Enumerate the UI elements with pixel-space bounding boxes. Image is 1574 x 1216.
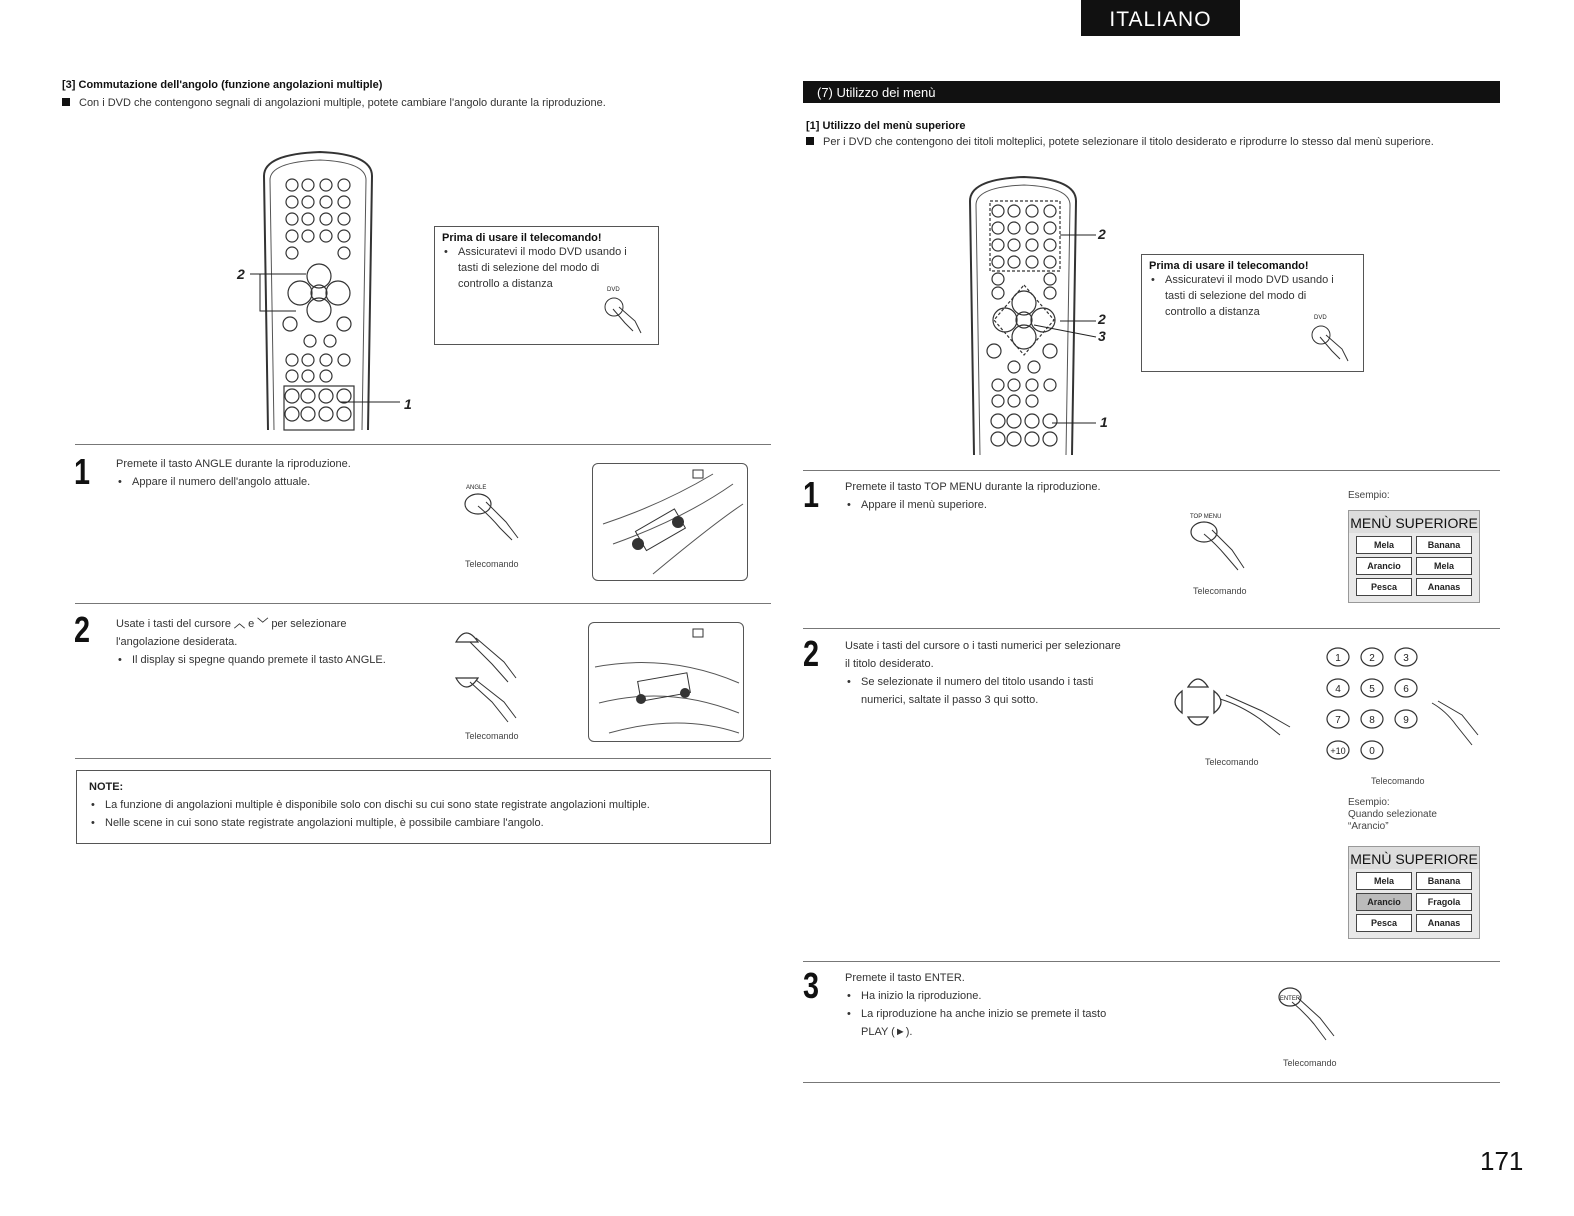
top-menu-button-hand-icon: [1188, 520, 1258, 580]
right-callout-3: 3: [1098, 328, 1106, 344]
info-box-title: Prima di usare il telecomando!: [442, 232, 602, 244]
info-box-line-2: tasti di selezione del modo di: [1165, 290, 1307, 302]
numeric-key: 6: [1403, 684, 1409, 695]
race-car-scene-illustration: [589, 623, 743, 741]
numeric-key: 8: [1369, 715, 1375, 726]
step-number: 2: [74, 609, 91, 650]
angle-button-label: ANGLE: [466, 485, 487, 491]
divider: [803, 628, 1500, 629]
step-number: 3: [803, 965, 820, 1006]
remote-control-illustration: [230, 148, 430, 433]
right-section-title: [1] Utilizzo del menù superiore: [806, 120, 966, 132]
menu-title: MENÙ SUPERIORE: [1349, 511, 1479, 533]
left-callout-2: 2: [237, 266, 245, 282]
info-box-line-1: • Assicuratevi il modo DVD usando i: [442, 244, 658, 260]
top-menu-example-1: [1348, 510, 1480, 603]
step2-instruction-line-1: [116, 615, 416, 633]
info-box-line-2: tasti di selezione del modo di: [458, 262, 600, 274]
right-intro-text: Per i DVD che contengono dei titoli molteplici, potete selezionare il titolo desiderato e riprodurre lo stesso dal menù superiore.: [823, 136, 1434, 148]
page-number: 171: [1480, 1146, 1524, 1176]
tv-screen-angle-2: [588, 622, 744, 742]
menu-grid: [1352, 533, 1476, 599]
step1-instruction: Premete il tasto ANGLE durante la riproduzione.: [116, 458, 351, 470]
example-line-1: Quando selezionate: [1348, 809, 1437, 820]
numeric-key: 9: [1403, 715, 1409, 726]
divider: [803, 961, 1500, 962]
menu-item: Banana: [1416, 536, 1472, 554]
cursor-down-icon: ﹀: [257, 618, 269, 630]
example-label: Esempio:: [1348, 797, 1390, 808]
top-menu-button-label: TOP MENU: [1190, 514, 1222, 520]
finger-press-icon: [599, 295, 649, 335]
info-box-line-1: • Assicuratevi il modo DVD usando i: [1149, 272, 1363, 288]
race-car-scene-illustration: [593, 464, 747, 580]
divider: [75, 758, 771, 759]
step-number: 2: [803, 633, 820, 674]
divider: [803, 470, 1500, 471]
info-box-title: Prima di usare il telecomando!: [1149, 260, 1309, 272]
menu-item: Ananas: [1416, 578, 1472, 596]
cursor-up-icon: ︿: [234, 618, 245, 630]
example-line-2: “Arancio”: [1348, 821, 1389, 832]
tv-screen-angle-1: [592, 463, 748, 581]
bullet-square-icon: [806, 137, 814, 145]
example-2-label: [1348, 797, 1437, 833]
step1-bullet: • Appare il menù superiore.: [845, 496, 1165, 514]
menu-item: Banana: [1416, 872, 1472, 890]
numeric-key: 4: [1335, 684, 1341, 695]
step2-instruction-line-2: l'angolazione desiderata.: [116, 636, 238, 648]
numeric-key: 2: [1369, 653, 1375, 664]
bullet-square-icon: [62, 98, 70, 106]
step2-text-a: Usate i tasti del cursore: [116, 618, 231, 630]
right-step2-text: [845, 637, 1145, 709]
right-step1-text: [845, 478, 1165, 514]
step2-bullet: • Il display si spegne quando premete il tasto ANGLE.: [116, 651, 416, 669]
step2-instruction-line-1: Usate i tasti del cursore o i tasti numerici per selezionare: [845, 640, 1121, 652]
info-box-line-3: controllo a distanza: [1165, 306, 1260, 318]
menu-item: Mela: [1416, 557, 1472, 575]
dvd-button-label: DVD: [607, 287, 620, 293]
step2-instruction-line-2: il titolo desiderato.: [845, 658, 934, 670]
step3-bullet-2-line-2: PLAY (►).: [861, 1026, 913, 1038]
left-callout-1: 1: [404, 396, 412, 412]
numeric-key: 7: [1335, 715, 1341, 726]
right-step1-caption: Telecomando: [1193, 586, 1247, 596]
right-step3-caption: Telecomando: [1283, 1058, 1337, 1068]
enter-button-label: ENTER: [1279, 996, 1301, 1002]
numeric-key: +10: [1330, 746, 1346, 756]
numeric-key: 1: [1335, 653, 1341, 664]
cursor-pad-hand-icon: [1150, 665, 1300, 755]
divider: [803, 1082, 1500, 1083]
right-callout-2b: 2: [1098, 311, 1106, 327]
step2-text-c: per selezionare: [271, 618, 347, 630]
menu-title: MENÙ SUPERIORE: [1349, 847, 1479, 869]
note-item: • Nelle scene in cui sono state registrate angolazioni multiple, è possibile cambiare l'angolo.: [89, 814, 770, 832]
cursor-buttons-hand-icon: [452, 622, 532, 732]
finger-press-icon: [1306, 323, 1356, 363]
menu-grid: [1352, 869, 1476, 935]
note-box: [76, 770, 771, 844]
left-step1-caption: Telecomando: [465, 559, 519, 569]
left-intro-text: Con i DVD che contengono segnali di angolazioni multiple, potete cambiare l'angolo durante la riproduzione.: [79, 97, 606, 109]
right-step2-numeric-caption: Telecomando: [1371, 776, 1425, 786]
menu-item: Mela: [1356, 872, 1412, 890]
menu-item: Ananas: [1416, 914, 1472, 932]
left-info-box: [434, 226, 659, 345]
step2-bullet-line-1: • Se selezionate il numero del titolo usando i tasti: [845, 673, 1145, 691]
section-banner: (7) Utilizzo dei menù: [803, 81, 1500, 103]
menu-item: Arancio: [1356, 557, 1412, 575]
left-section-title: [3] Commutazione dell'angolo (funzione angolazioni multiple): [62, 79, 383, 91]
step3-bullet-1: • Ha inizio la riproduzione.: [845, 987, 1145, 1005]
menu-item-selected: Arancio: [1356, 893, 1412, 911]
step-number: 1: [803, 474, 820, 515]
step3-bullet-2-line-1: • La riproduzione ha anche inizio se premete il tasto: [845, 1005, 1145, 1023]
right-info-box: [1141, 254, 1364, 372]
note-title: NOTE:: [89, 781, 124, 793]
dvd-button-label: DVD: [1314, 315, 1327, 321]
angle-button-hand-icon: [460, 492, 530, 552]
numeric-keypad-illustration: [1322, 645, 1482, 770]
divider: [75, 444, 771, 445]
right-step2-cursor-caption: Telecomando: [1205, 757, 1259, 767]
right-callout-2a: 2: [1098, 226, 1106, 242]
left-step2-text: [116, 615, 416, 669]
numeric-key: 0: [1369, 746, 1375, 757]
info-box-line-3: controllo a distanza: [458, 278, 553, 290]
left-step2-caption: Telecomando: [465, 731, 519, 741]
left-intro: [62, 94, 606, 112]
step-number: 1: [74, 451, 91, 492]
menu-item: Pesca: [1356, 914, 1412, 932]
divider: [75, 603, 771, 604]
step3-instruction: Premete il tasto ENTER.: [845, 972, 965, 984]
step1-instruction: Premete il tasto TOP MENU durante la riproduzione.: [845, 481, 1101, 493]
step2-text-b: e: [248, 618, 255, 630]
top-menu-example-2: [1348, 846, 1480, 939]
note-item: • La funzione di angolazioni multiple è disponibile solo con dischi su cui sono state registrate angolazioni multiple.: [89, 796, 770, 814]
numeric-key: 5: [1369, 684, 1375, 695]
left-step1-text: [116, 455, 436, 491]
menu-item: Mela: [1356, 536, 1412, 554]
step1-bullet: • Appare il numero dell'angolo attuale.: [116, 473, 436, 491]
step2-bullet-line-2: numerici, saltate il passo 3 qui sotto.: [861, 694, 1039, 706]
example-label: Esempio:: [1348, 490, 1390, 501]
menu-item: Fragola: [1416, 893, 1472, 911]
right-callout-1: 1: [1100, 414, 1108, 430]
enter-button-hand-icon: [1276, 986, 1346, 1048]
right-step3-text: [845, 969, 1145, 1041]
right-intro: [806, 133, 1434, 151]
numeric-key: 3: [1403, 653, 1409, 664]
menu-item: Pesca: [1356, 578, 1412, 596]
language-tab: ITALIANO: [1081, 0, 1240, 36]
